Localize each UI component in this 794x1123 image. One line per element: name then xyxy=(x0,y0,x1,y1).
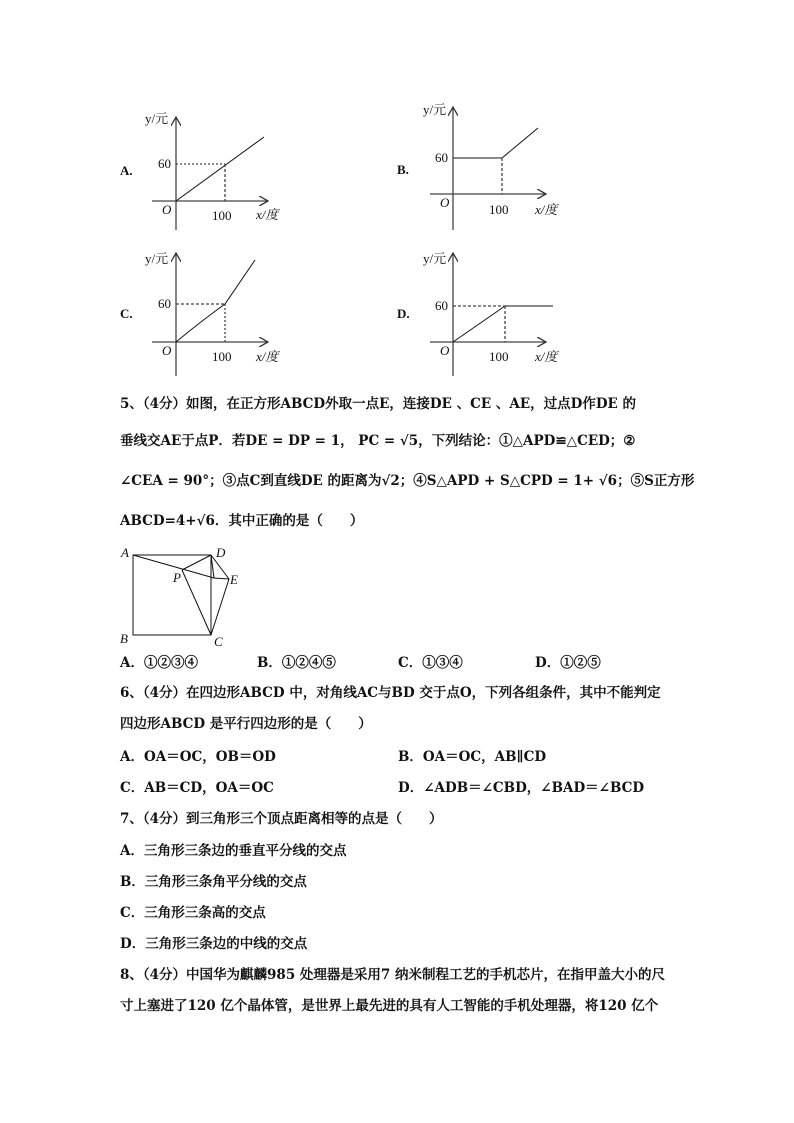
q5-line-3: ∠CEA = 90°；③点C到直线DE 的距离为√2；④S△APD + S△CPD = 1+ √6；⑤S正方形 xyxy=(120,473,695,489)
q6-line-2: 四边形ABCD 是平行四边形的是（ ） xyxy=(120,716,372,732)
y-tick: 60 xyxy=(435,298,448,313)
q7-line-1: 7、（4分）到三角形三个顶点距离相等的点是（ ） xyxy=(120,811,443,827)
q6-option-b: B．OA＝OC，AB∥CD xyxy=(398,749,547,765)
option-c-label: C. xyxy=(120,306,133,321)
x-tick: 100 xyxy=(489,349,509,364)
q5-option-d: D．①②⑤ xyxy=(535,655,601,671)
y-tick: 60 xyxy=(435,150,448,165)
option-d-label: D. xyxy=(397,306,410,321)
q6-option-d: D．∠ADB＝∠CBD，∠BAD＝∠BCD xyxy=(398,780,645,796)
y-axis-label: y/元 xyxy=(423,102,447,117)
q8-line-2: 寸上塞进了120 亿个晶体管，是世界上最先进的具有人工智能的手机处理器，将120 亿个 xyxy=(120,998,659,1014)
y-tick: 60 xyxy=(158,296,171,311)
q8-line-1: 8、（4分）中国华为麒麟985 处理器是采用7 纳米制程工艺的手机芯片，在指甲盖大小的尺 xyxy=(120,967,666,983)
q5-option-b: B．①②④⑤ xyxy=(257,655,336,671)
y-axis-label: y/元 xyxy=(423,251,447,266)
q5-option-a: A．①②③④ xyxy=(120,655,198,671)
square-figure xyxy=(133,555,229,635)
point-e-label: E xyxy=(230,572,238,587)
x-axis-label: x/度 xyxy=(256,207,279,222)
q7-option-c: C．三角形三条高的交点 xyxy=(120,905,266,921)
origin-label: O xyxy=(440,343,450,358)
graph-b xyxy=(430,107,546,230)
x-tick: 100 xyxy=(212,349,232,364)
q6-line-1: 6、（4分）在四边形ABCD 中，对角线AC与BD 交于点O，下列各组条件，其中不能判定 xyxy=(120,685,661,701)
x-axis-label: x/度 xyxy=(535,349,558,364)
q5-line-1: 5、（4分）如图，在正方形ABCD外取一点E，连接DE 、CE 、AE，过点D作DE 的 xyxy=(120,396,637,412)
x-tick: 100 xyxy=(489,202,509,217)
origin-label: O xyxy=(162,343,172,358)
q5-line-2: 垂线交AE于点P．若DE = DP = 1， PC = √5，下列结论：①△APD≌△CED；② xyxy=(120,433,636,449)
y-axis-label: y/元 xyxy=(145,111,169,126)
q7-option-b: B．三角形三条角平分线的交点 xyxy=(120,874,307,890)
q7-option-a: A．三角形三条边的垂直平分线的交点 xyxy=(120,843,347,859)
point-p-label: P xyxy=(173,570,181,585)
point-b-label: B xyxy=(120,631,128,646)
x-axis-label: x/度 xyxy=(256,349,279,364)
q6-option-a: A．OA＝OC，OB＝OD xyxy=(120,749,276,765)
y-tick: 60 xyxy=(158,156,171,171)
q6-option-c: C．AB＝CD，OA＝OC xyxy=(120,780,274,796)
origin-label: O xyxy=(440,195,450,210)
q5-option-c: C．①③④ xyxy=(398,655,463,671)
q7-option-d: D．三角形三条边的中线的交点 xyxy=(120,936,308,952)
x-tick: 100 xyxy=(212,208,232,223)
option-a-label: A. xyxy=(120,163,133,178)
point-d-label: D xyxy=(216,545,226,560)
y-axis-label: y/元 xyxy=(145,251,169,266)
point-c-label: C xyxy=(214,634,223,649)
x-axis-label: x/度 xyxy=(535,202,558,217)
option-b-label: B. xyxy=(397,162,409,177)
q5-line-4: ABCD=4+√6．其中正确的是（ ） xyxy=(120,513,364,529)
point-a-label: A xyxy=(121,545,129,560)
origin-label: O xyxy=(162,202,172,217)
